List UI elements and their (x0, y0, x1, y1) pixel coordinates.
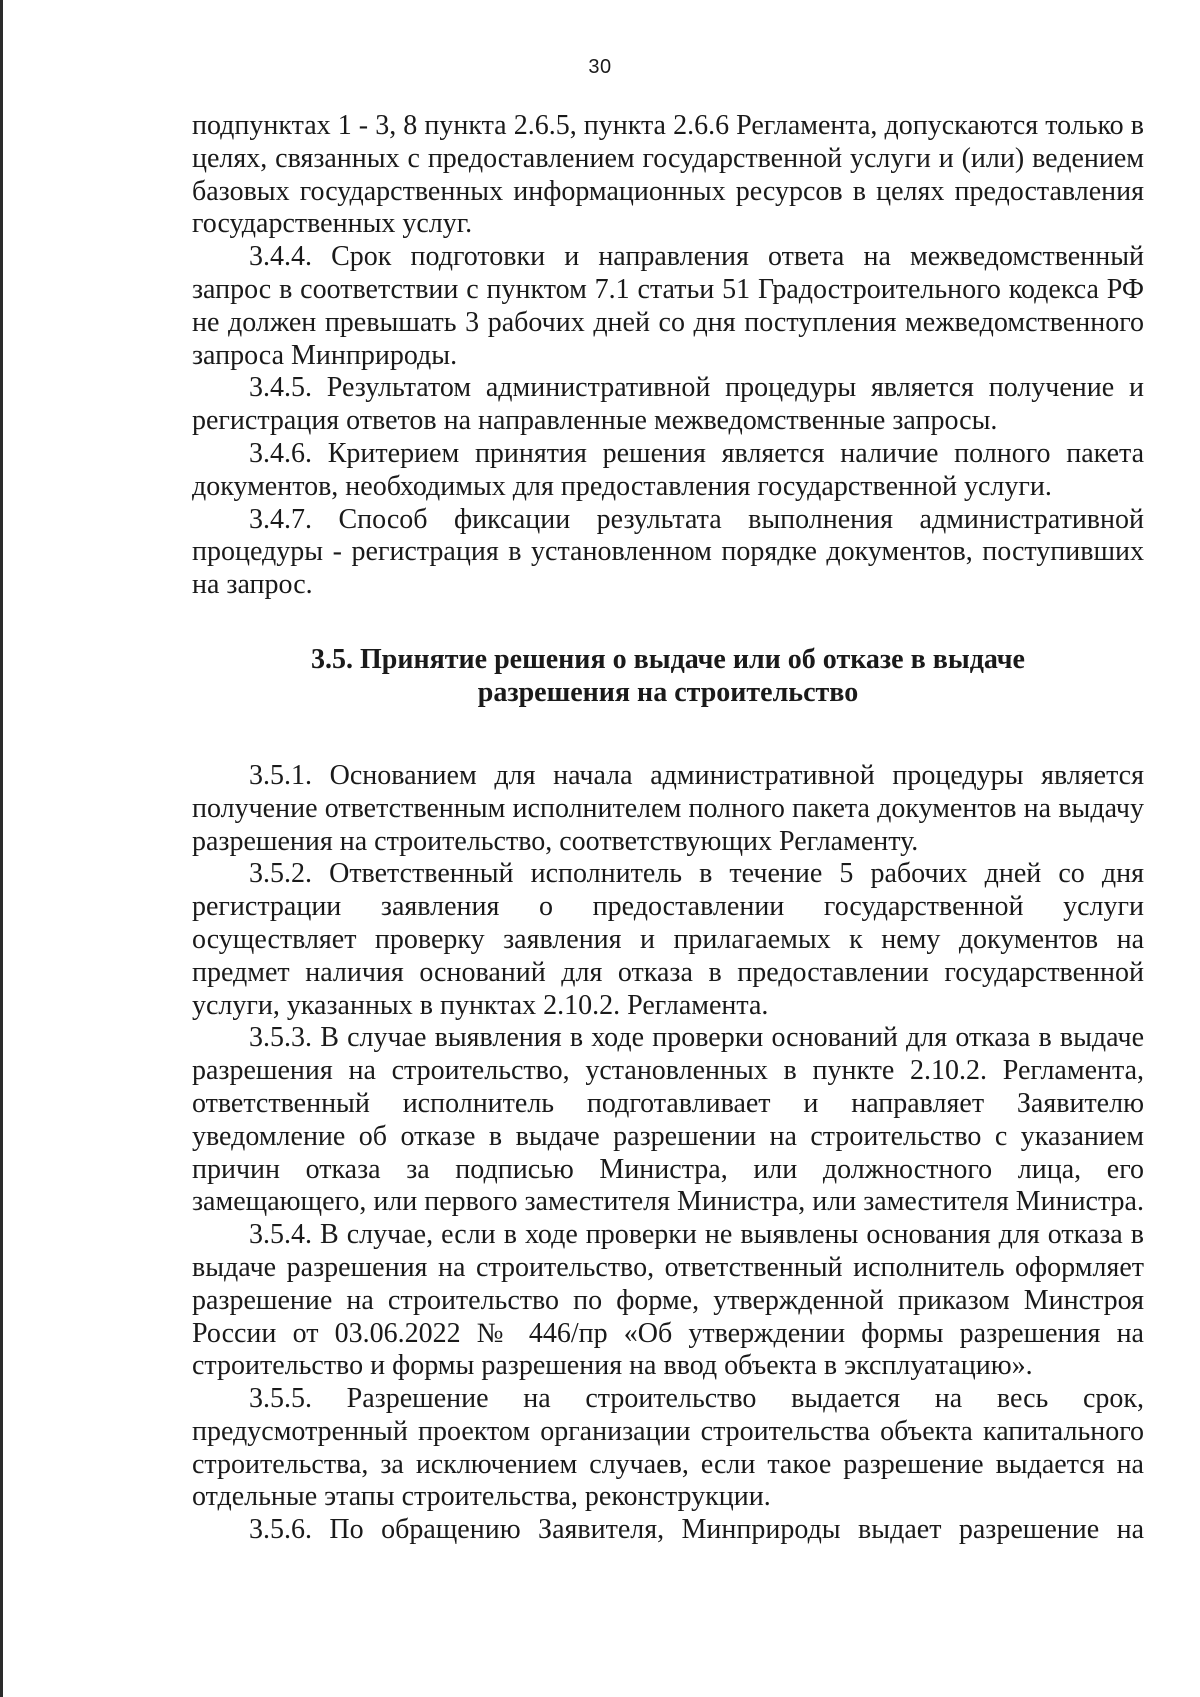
paragraph-3-4-5: 3.4.5. Результатом административной процедуры является получение и регистрация ответов на направленные межведомственные запросы. (192, 372, 1144, 437)
paragraph-3-5-1: 3.5.1. Основанием для начала административной процедуры является получение ответственным исполнителем полного пакета документов на выдачу разрешения на строительство, соответствующих Регламенту. (192, 759, 1144, 857)
paragraph-3-5-2: 3.5.2. Ответственный исполнитель в течение 5 рабочих дней со дня регистрации заявления о предоставлении государственной услуги осуществляет проверку заявления и прилагаемых к нему документов на предмет наличия оснований для отказа в предоставлении государственной услуги, указанных в пунктах 2.10.2. Регламента. (192, 858, 1144, 1021)
section-heading-3-5 (192, 643, 1144, 709)
page-number: 30 (588, 56, 612, 78)
section-heading-line-1: 3.5. Принятие решения о выдаче или об отказе в выдаче (311, 643, 1025, 675)
scan-edge (0, 0, 3, 1697)
section-heading-line-2: разрешения на строительство (477, 676, 859, 708)
paragraph-continuation: подпунктах 1 - 3, 8 пункта 2.6.5, пункта 2.6.6 Регламента, допускаются только в целях, связанных с предоставлением государственной услуги и (или) ведением базовых государственных информационных ресурсов в целях предоставления государственных услуг. (192, 110, 1144, 240)
paragraph-3-5-3: 3.5.3. В случае выявления в ходе проверки оснований для отказа в выдаче разрешения на строительство, установленных в пункте 2.10.2. Регламента, ответственный исполнитель подготавливает и направляет Заявителю уведомление об отказе в выдаче разрешении на строительство с указанием причин отказа за подписью Министра, или должностного лица, его замещающего, или первого заместителя Министра, или заместителя Министра. (192, 1022, 1144, 1218)
paragraph-3-4-7: 3.4.7. Способ фиксации результата выполнения административной процедуры - регистрация в установленном порядке документов, поступивших на запрос. (192, 503, 1144, 601)
document-body (192, 110, 1144, 1547)
paragraph-3-5-5: 3.5.5. Разрешение на строительство выдается на весь срок, предусмотренный проектом организации строительства объекта капитального строительства, за исключением случаев, если такое разрешение выдается на отдельные этапы строительства, реконструкции. (192, 1383, 1144, 1513)
paragraph-3-5-6: 3.5.6. По обращению Заявителя, Минприроды выдает разрешение на (249, 1514, 1144, 1546)
paragraph-3-4-6: 3.4.6. Критерием принятия решения является наличие полного пакета документов, необходимых для предоставления государственной услуги. (192, 437, 1144, 502)
paragraph-3-4-4: 3.4.4. Срок подготовки и направления ответа на межведомственный запрос в соответствии с пунктом 7.1 статьи 51 Градостроительного кодекса РФ не должен превышать 3 рабочих дней со дня поступления межведомственного запроса Минприроды. (192, 241, 1144, 371)
paragraph-3-5-4: 3.5.4. В случае, если в ходе проверки не выявлены основания для отказа в выдаче разрешения на строительство, ответственный исполнитель оформляет разрешение на строительство по форме, утвержденной приказом Минстроя России от 03.06.2022 № 446/пр «Об утверждении формы разрешения на строительство и формы разрешения на ввод объекта в эксплуатацию». (192, 1219, 1144, 1382)
